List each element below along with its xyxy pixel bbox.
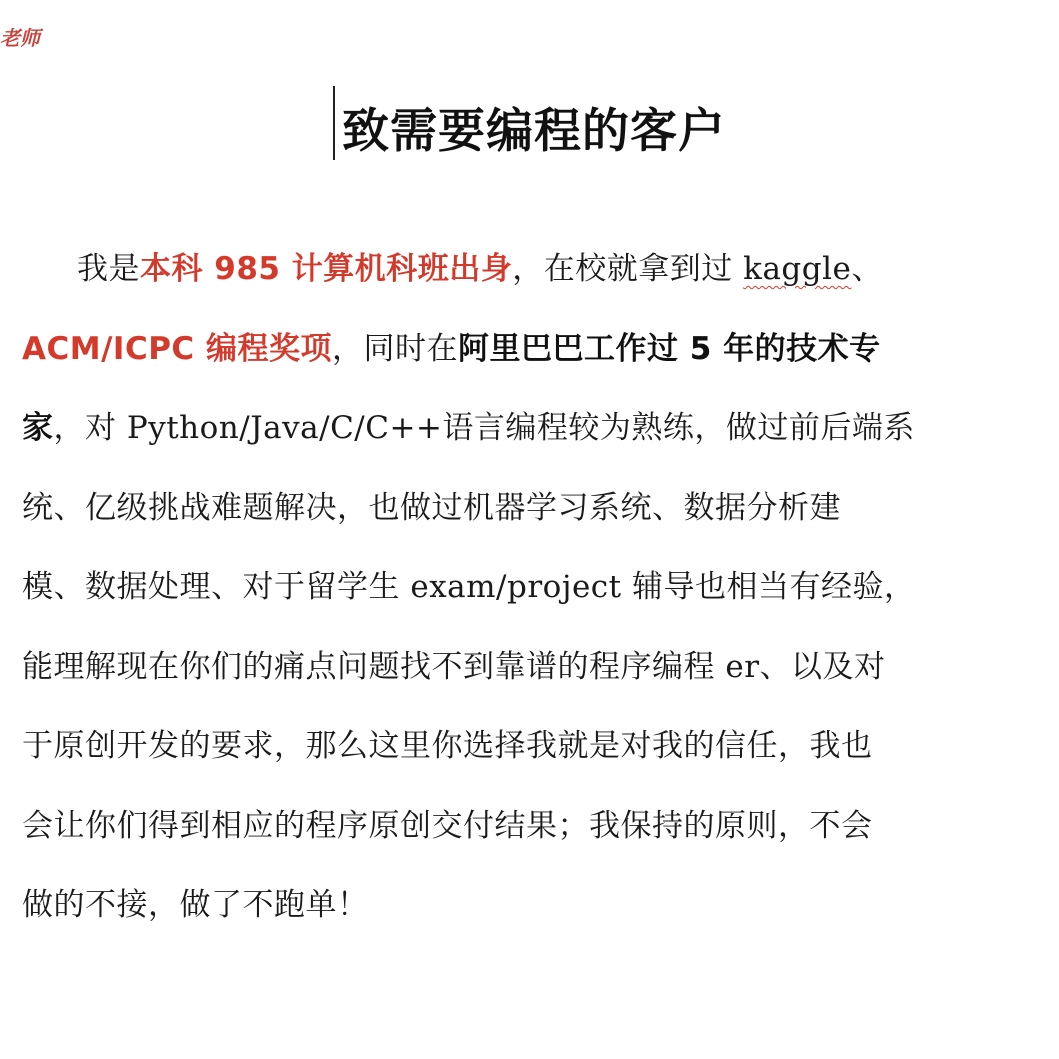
- text-cursor: [333, 86, 335, 160]
- paragraph-line: [22, 628, 1054, 708]
- paragraph-line: [22, 389, 1054, 469]
- text-segment-plain: 能理解现在你们的痛点问题找不到靠谱的程序编程 er、以及对: [22, 648, 886, 685]
- text-segment-red: ACM/ICPC 编程奖项: [22, 330, 332, 367]
- paragraph-line: [22, 787, 1054, 867]
- paragraph-line: [22, 866, 1054, 946]
- text-segment-plain: 统、亿级挑战难题解决，也做过机器学习系统、数据分析建: [22, 489, 841, 526]
- text-segment-bold: 家: [22, 410, 54, 446]
- text-segment-plain: 、: [851, 251, 883, 287]
- text-segment-plain: ，同时在: [331, 330, 458, 367]
- text-segment-plain: 于原创开发的要求，那么这里你选择我就是对我的信任，我也: [22, 728, 873, 764]
- text-segment-plain: 我是: [77, 251, 140, 287]
- text-segment-plain: 做的不接，做了不跑单！: [22, 887, 369, 923]
- text-segment-squiggle: kaggle: [743, 251, 852, 287]
- text-segment-plain: ，在校就拿到过: [512, 251, 744, 287]
- title-area: [0, 90, 1059, 164]
- document-body: [22, 230, 1054, 946]
- text-segment-bold: 阿里巴巴工作过 5 年的技术专: [457, 330, 881, 367]
- paragraph-line: [22, 230, 1054, 310]
- text-segment-plain: 会让你们得到相应的程序原创交付结果；我保持的原则，不会: [22, 807, 873, 844]
- text-segment-red: 本科 985 计算机科班出身: [140, 251, 513, 287]
- paragraph-line: [22, 707, 1054, 787]
- paragraph-line: [22, 548, 1054, 628]
- paragraph-line: [22, 310, 1054, 390]
- paragraph-line: [22, 469, 1054, 549]
- text-segment-plain: ，对 Python/Java/C/C++语言编程较为熟练，做过前后端系: [53, 410, 915, 446]
- watermark-text: 老师: [0, 26, 40, 50]
- document-title: 致需要编程的客户: [342, 103, 727, 159]
- text-segment-plain: 模、数据处理、对于留学生 exam/project 辅导也相当有经验，: [22, 569, 916, 605]
